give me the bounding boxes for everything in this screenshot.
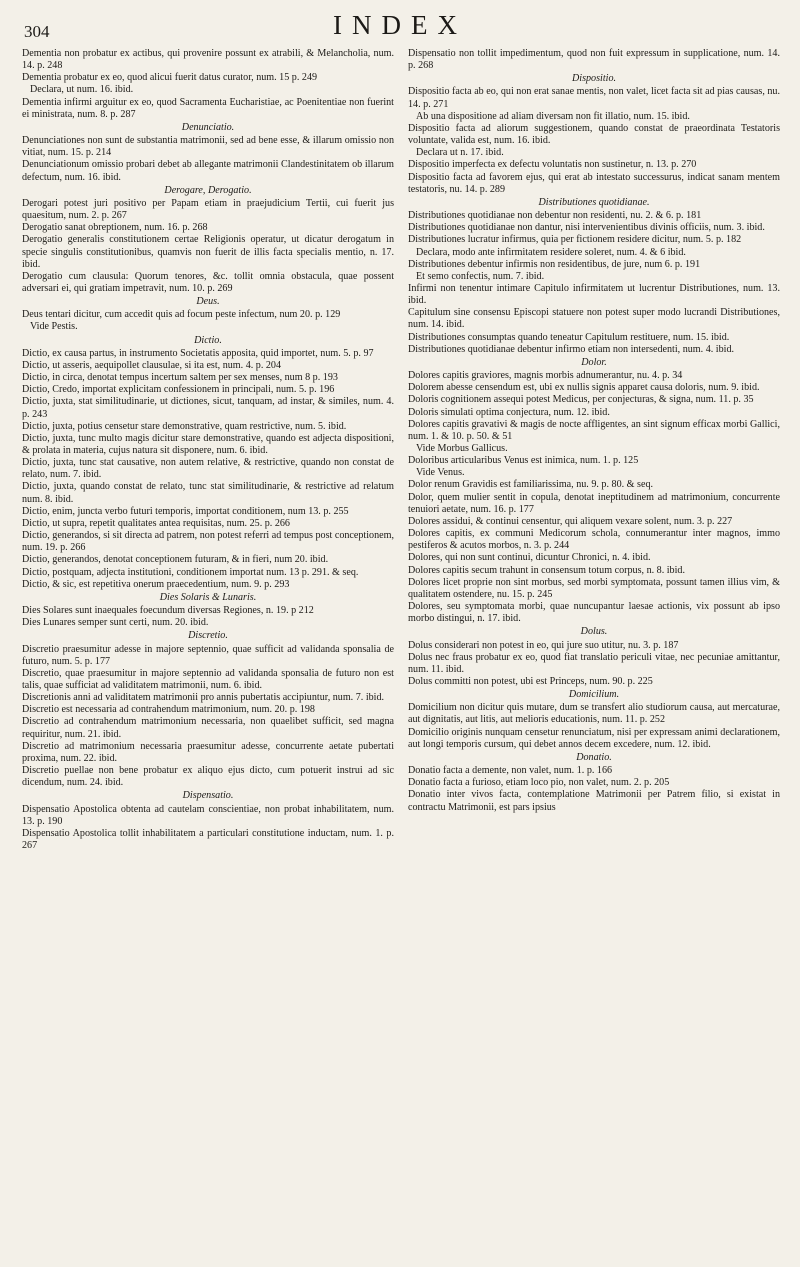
index-entry: Dispositio facta ad favorem ejus, qui erat ab intestato successurus, indicat sanam mentem testatoris, nu. 14. p. 289 [408,171,780,195]
index-entry: Distributiones consumptas quando teneatur Capitulum restituere, num. 15. ibid. [408,331,730,343]
index-entry: Dolores, qui non sunt continui, dicuntur Chronici, n. 4. ibid. [408,552,651,564]
index-entry: Distributiones quotidianae non debentur non residenti, nu. 2. & 6. p. 181 [408,210,702,222]
index-heading: Domicilium. [568,689,620,701]
index-entry: Vide Morbus Gallicus. [416,443,508,454]
index-entry: Derogatio generalis constitutionem certae Religionis operatur, ut dicatur derogatum in specie singulis constitutionibus, quamvis non fuerit de illis facta specialis mentio, n. 17. ibid. [22,234,394,270]
index-entry: Declara ut n. 17. ibid. [416,147,504,159]
index-entry: Deus tentari dicitur, cum accedit quis ad focum peste infectum, num 20. p. 129 [22,309,341,321]
index-entry: Dolores, seu symptomata morbi, quae nuncupantur laesae actionis, vix possunt ab ipso morbo distingui, n. 17. ibid. [408,601,780,625]
index-entry: Dictio, juxta, quando constat de relato, tunc stat similitudinarie, & restrictive ad relatum num. 8. ibid. [22,481,394,505]
index-entry: Discretio puellae non bene probatur ex aliquo ejus dicto, cum potuerit instrui ad sic dicendum, num. 24. ibid. [22,765,394,789]
index-heading: Donatio. [576,751,612,763]
index-entry: Dementia probatur ex eo, quod alicui fuerit datus curator, num. 15 p. 249 [22,72,318,84]
index-entry: Donatio facta a demente, non valet, num. 1. p. 166 [408,765,613,777]
index-entry: Dolus considerari non potest in eo, qui jure suo utitur, nu. 3. p. 187 [408,639,679,651]
index-heading: Distributiones quotidianae. [538,196,650,208]
index-entry: Dictio, postquam, adjecta institutioni, conditionem importat num. 13 p. 291. & seq. [22,566,359,578]
index-entry: Capitulum sine consensu Episcopi statuere non potest super modo lucrandi Distributiones, num. 14. ibid. [408,307,780,331]
index-entry: Dementia non probatur ex actibus, qui provenire possunt ex atrabili, & Melancholia, num. 14. p. 248 [22,48,394,72]
index-entry: Derogatio sanat obreptionem, num. 16. p. 268 [22,222,208,234]
index-entry: Distributiones quotidianae debentur infirmo etiam non intersedenti, num. 4. ibid. [408,343,735,355]
index-entry: Et semo confectis, num. 7. ibid. [416,270,545,282]
running-title: INDEX [333,10,467,40]
index-entry: Domicilio originis nunquam censetur renunciatum, nisi per expressam animi declarationem, aut longi temporis cursum, qui debet annos decem excedere, num. 12. ibid. [408,726,780,750]
index-entry: Discretio, quae praesumitur in majore septennio ad validanda sponsalia de futuro non est talis, quae sufficiat ad validitatem matrimonii, num. 6. ibid. [22,667,394,691]
index-entry: Dolus nec fraus probatur ex eo, quod fiat translatio periculi vitae, nec pecuniae amittantur, num. 11. ibid. [408,651,780,675]
index-entry: Doloris simulati optima conjectura, num. 12. ibid. [408,406,610,418]
index-heading: Deus. [196,296,220,308]
index-entry: Denunciationes non sunt de substantia matrimonii, sed ad bene esse, & illarum omissio non vitiat, num. 15. p. 214 [22,135,394,159]
index-entry: Declara, ut num. 16. ibid. [30,84,134,96]
index-entry: Dies Lunares semper sunt certi, num. 20. ibid. [22,617,209,629]
index-entry: Distributiones quotidianae non dantur, nisi intervenientibus divinis officiis, num. 3. ibid. [408,222,765,234]
index-entry: Dictio, enim, juncta verbo futuri temporis, importat conditionem, num 13. p. 255 [22,505,349,517]
index-heading: Dolus. [580,626,608,638]
index-entry: Dolus committi non potest, ubi est Princeps, num. 90. p. 225 [408,675,653,687]
index-entry: Dictio, ut asseris, aequipollet clausulae, si ita est, num. 4. p. 204 [22,359,282,371]
page-header [0,10,800,46]
index-heading: Dispensatio. [182,790,234,802]
index-entry: Ab una dispositione ad aliam diversam non fit illatio, num. 15. ibid. [416,110,690,122]
index-entry: Doloris cognitionem assequi potest Medicus, per conjecturas, & signa, num. 11. p. 35 [408,394,754,406]
index-entry: Infirmi non tenentur intimare Capitulo infirmitatem ut lucrentur Distributiones, num. 13. ibid. [408,282,780,307]
index-entry: Distributiones lucratur infirmus, quia per fictionem residere dicitur, num. 5. p. 182 [408,234,742,246]
index-heading: Dispositio. [571,73,617,85]
index-entry: Dispositio facta ad aliorum suggestionem, quando constat de praeordinata Testatoris voluntate, valida est, num. 16. ibid. [408,122,780,147]
index-entry: Dictio, ut supra, repetit qualitates antea requisitas, num. 25. p. 266 [22,517,290,529]
index-entry: Dictio, ex causa partus, in instrumento Societatis apposita, quid importet, num. 5. p. 97 [22,347,374,359]
index-entry: Dispensatio non tollit impedimentum, quod non fuit expressum in supplicatione, num. 14. p. 268 [408,48,780,72]
index-entry: Donatio facta a furioso, etiam loco pio, non valet, num. 2. p. 205 [408,777,670,789]
index-entry: Dispositio facta ab eo, qui non erat sanae mentis, non valet, licet facta sit ad pias causas, nu. 14. p. 271 [408,86,780,110]
index-entry: Dictio, juxta, potius censetur stare demonstrative, quam restrictive, num. 5. ibid. [22,420,347,432]
index-heading: Dolor. [581,356,607,368]
index-entry: Dictio, juxta, stat similitudinarie, ut dictiones, sicut, tanquam, ad instar, & similes, num. 4. p. 243 [22,396,394,420]
index-entry: Dictio, generandos, si sit directa ad patrem, non potest referri ad tempus post conceptionem, num. 19. p. 266 [22,530,394,554]
index-entry: Dictio, in circa, denotat tempus incertum saltem per sex menses, num 8 p. 193 [22,372,338,384]
index-entry: Donatio inter vivos facta, contemplatione Matrimonii per Patrem filio, si existat in contractu Matrimonii, est pars ipsius [408,789,780,813]
index-heading: Derogare, Derogatio. [164,184,252,196]
index-entry: Discretionis anni ad validitatem matrimonii pro annis pubertatis accipiuntur, num. 7. ibid. [22,692,385,704]
index-entry: Dictio, & sic, est repetitiva onerum praecedentium, num. 9. p. 293 [22,578,290,590]
index-entry: Discretio ad contrahendum matrimonium necessaria, non quaelibet sufficit, sed magna requiritur, num. 21. ibid. [22,716,394,740]
index-entry: Derogari potest juri positivo per Papam etiam in praejudicium Tertii, cui fuerit jus quaesitum, num. 2. p. 267 [22,197,394,222]
index-heading: Discretio. [188,630,228,642]
index-entry: Dictio, generandos, denotat conceptionem futuram, & in fieri, num 20. ibid. [22,554,329,566]
index-entry: Dementia infirmi arguitur ex eo, quod Sacramenta Eucharistiae, ac Poenitentiae non fuerint ei ministrata, num. 8. p. 287 [22,96,394,120]
index-entry: Dolor, quem mulier sentit in copula, denotat ineptitudinem ad matrimonium, concurrente tenuiori aetate, num. 16. p. 177 [408,491,780,515]
index-entry: Discretio ad matrimonium necessaria praesumitur adesse, concurrente aetate pubertati proxima, num. 22. ibid. [22,740,394,764]
index-entry: Denunciationum omissio probari debet ab allegante matrimonii Clandestinitatem ob illarum defectum, num. 16. ibid. [22,159,394,183]
index-entry: Dolores capitis gravativi & magis de nocte affligentes, an sint signum efficax morbi Gallici, num. 1. & 10. p. 50. & 51 [408,418,780,442]
index-entry: Dolorem abesse censendum est, ubi ex nullis signis apparet causa doloris, num. 9. ibid. [408,382,760,394]
index-entry: Dolor renum Gravidis est familiarissima, nu. 9. p. 80. & seq. [408,479,654,491]
index-entry: Domicilium non dicitur quis mutare, dum se transfert alio studiorum causa, aut mercaturae, aut dignitatis, aut litis, aut melioris educationis, num. 11. p. 252 [408,702,780,726]
index-heading: Dictio. [194,334,222,346]
index-entry: Dolores capitis graviores, magnis morbis adnumerantur, nu. 4. p. 34 [408,370,683,382]
index-entry: Dolores licet proprie non sint morbus, sed morbi symptomata, possunt tamen illius vim, & qualitatem ostendere, nu. 15. p. 245 [408,576,780,600]
index-entry: Discretio est necessaria ad contrahendum matrimonium, num. 20. p. 198 [22,704,315,716]
index-heading: Denunciatio. [181,121,235,133]
index-entry: Distributiones debentur infirmis non residentibus, de jure, num 6. p. 191 [408,258,701,270]
index-entry: Dictio, juxta, tunc stat causative, non autem relative, & restrictive, quando non constat de relato, num. 7. ibid. [22,457,394,481]
right-column [408,48,780,814]
index-entry: Vide Pestis. [30,321,78,333]
index-entry: Dispositio imperfecta ex defectu voluntatis non sustinetur, n. 13. p. 270 [408,159,697,171]
index-entry: Dolores capitis secum trahunt in consensum totum corpus, n. 8. ibid. [408,564,685,576]
index-entry: Dictio, juxta, tunc multo magis dicitur stare demonstrative, quando est adjecta dispositioni, & prolata in materia, cujus natura sit disponere, num. 6. ibid. [22,432,394,456]
index-entry: Dictio, Credo, importat explicitam confessionem in principali, num. 5. p. 196 [22,384,335,396]
left-column [22,48,394,852]
index-entry: Dispensatio Apostolica tollit inhabilitatem a particulari constitutione inductam, num. 1. p. 267 [22,827,394,851]
index-entry: Dolores assidui, & continui censentur, qui aliquem vexare solent, num. 3. p. 227 [408,515,733,527]
index-entry: Derogatio cum clausula: Quorum tenores, &c. tollit omnia obstacula, quae possent adversari ei, qui gratiam impetravit, num. 10. p. 269 [22,270,394,294]
index-entry: Vide Venus. [416,467,465,479]
index-heading: Dies Solaris & Lunaris. [159,591,257,603]
index-entry: Discretio praesumitur adesse in majore septennio, quae sufficit ad validanda sponsalia de futuro, num. 5. p. 177 [22,643,394,667]
index-entry: Dolores capitis, ex communi Medicorum schola, connumerantur inter magnos, immo pestiferos & acutos morbos, n. 3. p. 244 [408,528,780,552]
index-entry: Dies Solares sunt inaequales foecundum diversas Regiones, n. 19. p 212 [22,605,314,617]
index-entry: Declara, modo ante infirmitatem residere soleret, num. 4. & 6 ibid. [416,246,686,258]
index-entry: Dispensatio Apostolica obtenta ad cautelam conscientiae, non probat inhabilitatem, num. 13. p. 190 [22,803,394,827]
page-number: 304 [24,22,50,41]
index-entry: Doloribus articularibus Venus est inimica, num. 1. p. 125 [408,455,639,467]
